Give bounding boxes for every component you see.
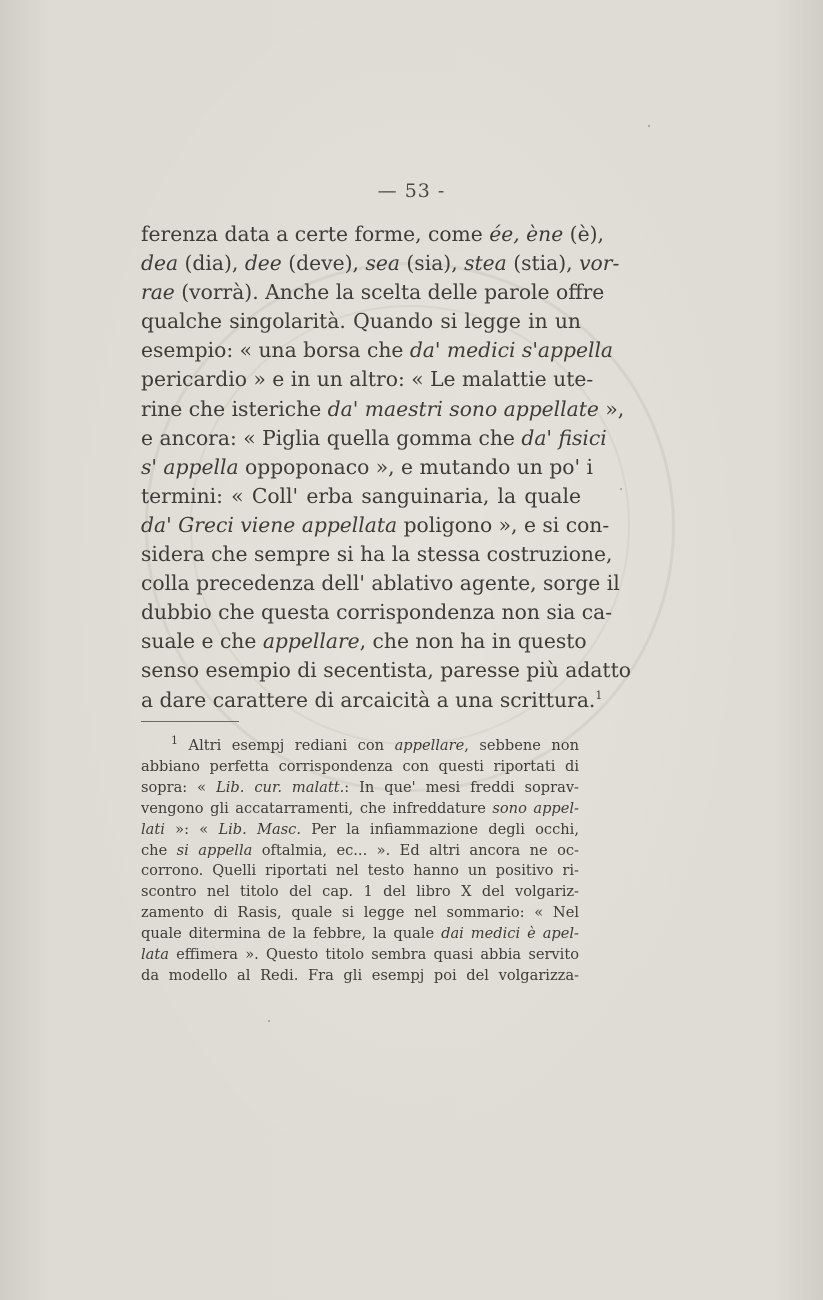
text-run: esempio: « una borsa che [141,338,410,363]
italic-text-run: sono appel- [492,799,579,817]
italic-text-run: dee [244,251,282,276]
footnote-line [141,966,579,987]
footnote-line [141,736,579,757]
body-text-line [141,307,581,336]
footnote-line [141,841,579,862]
footnote-line [141,882,579,903]
italic-text-run: sea [365,251,400,276]
text-run: sopra: « [141,778,217,796]
text-run: , che non ha in questo [359,629,587,654]
body-text-line [141,686,603,715]
body-text-line [141,627,587,656]
footnote-line [141,799,579,820]
text-run: da modello al Redi. Fra gli esempj poi del volgarizza- [141,966,579,984]
text-run: (stia), [506,251,580,276]
paper-speck [620,488,622,490]
italic-text-run: stea [464,251,507,276]
text-run: suale e che [141,629,263,654]
text-run: abbiano perfetta corrispondenza con questi riportati di [141,757,579,775]
footnote-reference: 1 [595,688,603,702]
text-run: », [598,396,625,421]
text-run: colla precedenza dell' ablativo agente, sorge il [141,571,620,596]
body-text-line [141,511,610,540]
page-number: — 53 - [377,180,446,202]
italic-text-run: Lib. Masc. [218,820,301,838]
footnote-line [141,903,579,924]
text-run: poligono », e si con- [397,512,610,537]
text-run: qualche singolarità. Quando si legge in un [141,309,581,334]
italic-text-run: si appella [176,841,253,859]
body-text-line [141,278,605,307]
italic-text-run: appellare [394,737,465,754]
text-run: quale ditermina de la febbre, la quale [141,925,442,943]
text-run: : In que' mesi freddi soprav- [344,778,579,796]
paper-speck [648,125,650,127]
italic-text-run: vor- [579,251,620,276]
text-run: senso esempio di secentista, paresse più adatto [141,658,631,683]
italic-text-run: rae [141,280,175,305]
paper-speck [268,1020,270,1022]
text-run: oftalmia, ec... ». Ed altri ancora ne oc- [252,841,579,859]
footnote-line [141,924,579,945]
footnote-line [141,945,579,966]
text-run: , sebbene non [464,737,579,754]
text-run: (vorrà). Anche la scelta delle parole offre [174,280,605,305]
text-run: Altri esempj rediani con [188,737,395,754]
footnote-marker: 1 [171,734,178,748]
footnote-line [141,861,579,882]
text-run: corrono. Quelli riportati nel testo hanno un positivo ri- [141,862,579,880]
text-run: termini: « Coll' erba sanguinaria, la quale [141,483,581,508]
text-run: e ancora: « Piglia quella gomma che [141,425,522,450]
body-text-line [141,656,631,685]
footnote-line [141,778,579,799]
italic-text-run: da' Greci viene appellata [141,512,398,537]
text-run: sidera che sempre si ha la stessa costruzione, [141,542,613,567]
text-run: effimera ». Questo titolo sembra quasi abbia servito [168,946,579,964]
text-run: zamento di Rasis, quale si legge nel sommario: « Nel [141,904,579,922]
body-text-line [141,569,620,598]
text-run: oppoponaco », e mutando un po' i [238,454,594,479]
body-text-line [141,365,594,394]
text-run: (è), [563,222,604,246]
text-run: vengono gli accatarramenti, che infreddature [141,799,493,817]
italic-text-run: da' maestri sono appellate [327,396,599,421]
text-run: »: « [164,820,219,838]
text-run: pericardio » e in un altro: « Le malattie ute- [141,367,594,392]
text-run: (deve), [281,251,366,276]
footnote-separator [141,721,239,722]
body-text-line [141,336,614,365]
text-run: a dare carattere di arcaicità a una scrittura. [141,687,596,712]
body-text-line [141,424,607,453]
text-run: scontro nel titolo del cap. 1 del libro X del volgariz- [141,883,579,901]
text-run: rine che isteriche [141,396,328,421]
footnote [141,736,579,987]
italic-text-run: Lib. cur. malatt. [216,778,345,796]
text-run: (dia), [178,251,245,276]
body-text-line [141,598,613,627]
text-run: dubbio che questa corrispondenza non sia ca- [141,600,613,625]
body-text-line [141,540,613,569]
footnote-line [141,820,579,841]
italic-text-run: ée, ène [489,222,564,246]
text-run: Per la infiammazione degli occhi, [301,820,579,838]
italic-text-run: s' appella [141,454,239,479]
italic-text-run: dea [141,251,179,276]
body-text-line [141,220,604,249]
body-text-line [141,395,625,424]
text-run: ferenza data a certe forme, come [141,222,490,246]
body-text-line [141,482,581,511]
italic-text-run: da' fisici [521,425,607,450]
body-text-line [141,453,594,482]
text-run: che [141,841,177,859]
text-run: (sia), [399,251,465,276]
body-text-line [141,249,620,278]
italic-text-run: lati [141,820,165,838]
italic-text-run: dai medici è apel- [441,925,579,943]
body-text [141,220,631,715]
footnote-line [141,757,579,778]
italic-text-run: lata [141,946,169,964]
italic-text-run: appellare [262,629,360,654]
italic-text-run: da' medici s'appella [409,338,614,363]
